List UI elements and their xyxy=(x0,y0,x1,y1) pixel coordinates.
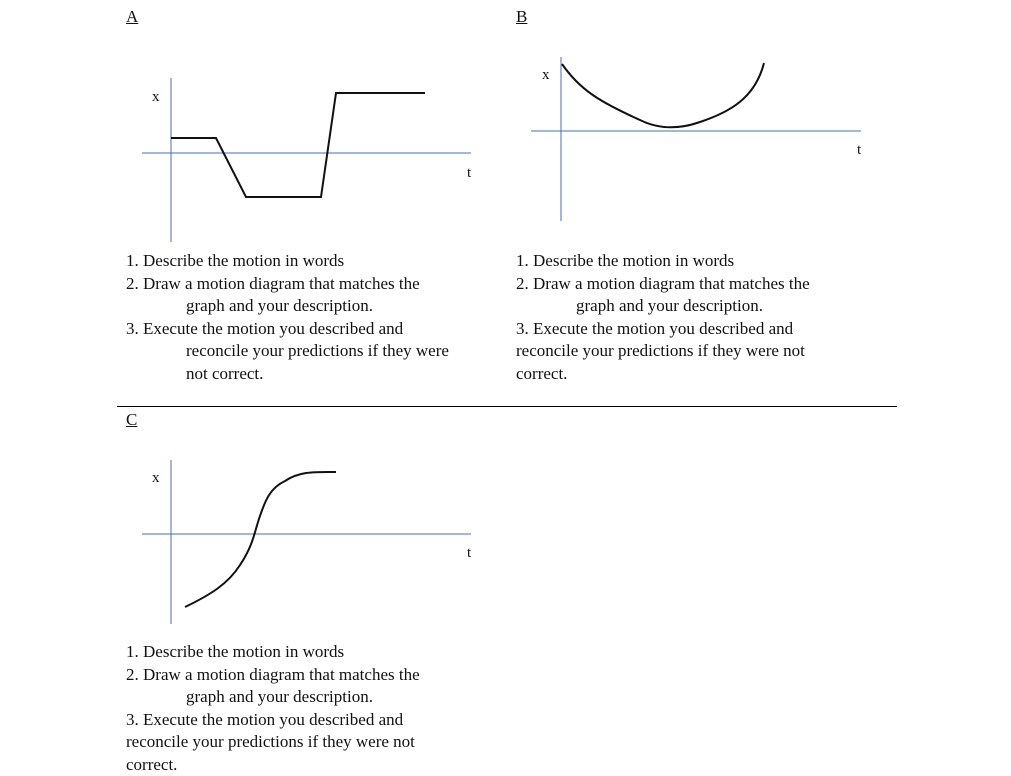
panel-c-step-2-cont: graph and your description. xyxy=(186,687,373,706)
panel-b-step-2-cont: graph and your description. xyxy=(576,296,763,315)
graph-b-y-axis-label: x xyxy=(542,67,550,83)
graph-a-y-axis-label: x xyxy=(152,89,160,105)
panel-a-step-1: 1. Describe the motion in words xyxy=(126,251,345,270)
panel-c-step-3: 3. Execute the motion you described and xyxy=(126,709,404,729)
graph-a-curve xyxy=(171,93,425,197)
panel-b-instructions xyxy=(516,250,810,385)
graph-c-x-axis-label: t xyxy=(467,545,472,561)
panel-a-instructions xyxy=(126,250,449,385)
panel-b-step-3-cont: reconcile your predictions if they were not xyxy=(516,341,805,360)
panel-a-step-3: 3. Execute the motion you described and xyxy=(126,318,404,338)
panel-a-step-3-cont: reconcile your predictions if they were xyxy=(186,341,449,360)
graph-c-y-axis-label: x xyxy=(152,470,160,486)
section-divider xyxy=(117,406,897,407)
panel-c-step-3-cont-2: correct. xyxy=(126,754,178,774)
graph-b-curve xyxy=(562,63,764,127)
panel-a-step-2-cont: graph and your description. xyxy=(186,296,373,315)
panel-a-step-2: 2. Draw a motion diagram that matches the xyxy=(126,273,420,293)
panel-c-instructions xyxy=(126,641,420,776)
panel-b-step-2: 2. Draw a motion diagram that matches the xyxy=(516,273,810,293)
graph-b xyxy=(531,57,861,221)
panel-c-step-3-cont: reconcile your predictions if they were not xyxy=(126,732,415,751)
panel-c-label: C xyxy=(126,410,138,429)
graph-a xyxy=(142,78,471,242)
panel-b-step-1: 1. Describe the motion in words xyxy=(516,251,735,270)
panel-a-label: A xyxy=(126,7,139,26)
graph-b-x-axis-label: t xyxy=(857,142,862,158)
graph-a-x-axis-label: t xyxy=(467,165,472,181)
panel-b-step-3: 3. Execute the motion you described and xyxy=(516,318,794,338)
panel-b-step-3-cont-2: correct. xyxy=(516,363,568,383)
panel-a-step-3-cont-2: not correct. xyxy=(186,363,264,383)
graph-c-curve xyxy=(185,472,336,607)
panel-b-label: B xyxy=(516,7,528,26)
panel-c-step-1: 1. Describe the motion in words xyxy=(126,642,345,661)
graph-c xyxy=(142,460,471,624)
panel-c-step-2: 2. Draw a motion diagram that matches the xyxy=(126,664,420,684)
